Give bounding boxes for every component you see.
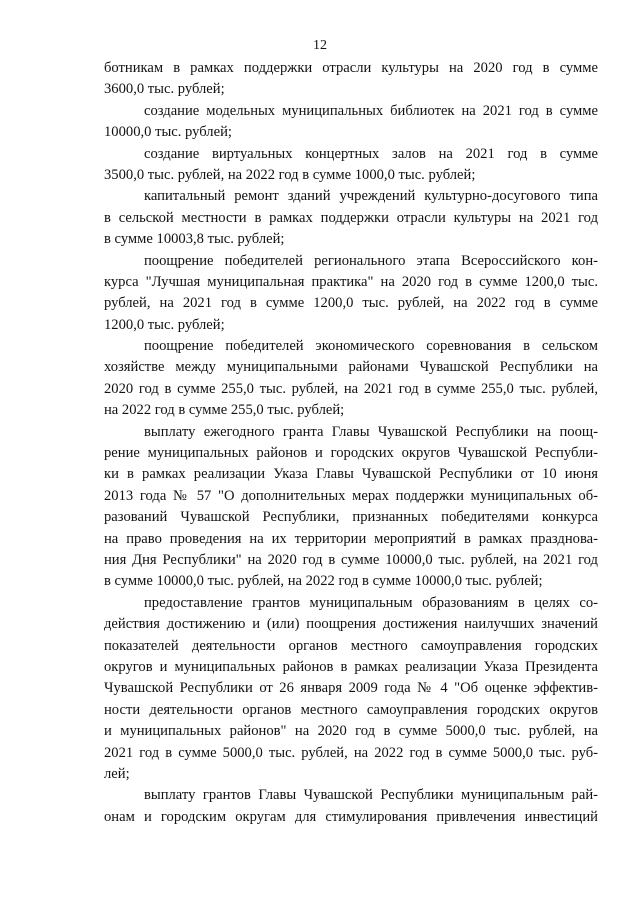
text-line: и муниципальных районов" на 2020 год в сумме 5000,0 тыс. рублей, на [104, 723, 598, 740]
text-line: ки в рамках реализации Указа Главы Чувашской Республики от 10 июня [104, 466, 598, 483]
text-line: действия достижению и (или) поощрения достижения наилучших значений [104, 616, 598, 633]
text-line: в сумме 10000,0 тыс. рублей, на 2022 год в сумме 10000,0 тыс. рублей; [104, 573, 543, 590]
text-line: 1200,0 тыс. рублей; [104, 316, 225, 333]
text-line: 3600,0 тыс. рублей; [104, 81, 225, 98]
text-line: в сумме 10003,8 тыс. рублей; [104, 231, 285, 248]
text-line: показателей деятельности органов местного самоуправления городских [104, 637, 598, 654]
text-line: 2013 года № 57 "О дополнительных мерах поддержки муниципальных об- [104, 487, 598, 504]
text-line: хозяйстве между муниципальными районами Чувашской Республики на [104, 359, 598, 376]
text-line: 3500,0 тыс. рублей, на 2022 год в сумме 1000,0 тыс. рублей; [104, 166, 476, 183]
text-line: выплату ежегодного гранта Главы Чувашской Республики на поощ- [144, 423, 598, 440]
text-line: создание модельных муниципальных библиотек на 2021 год в сумме [144, 102, 598, 119]
document-body [104, 58, 598, 828]
text-line: разований Чувашской Республики, признанных победителями конкурса [104, 509, 598, 526]
text-line: рублей, на 2021 год в сумме 1200,0 тыс. рублей, на 2022 год в сумме [104, 295, 598, 312]
text-line: создание виртуальных концертных залов на 2021 год в сумме [144, 145, 598, 162]
page-number: 12 [313, 38, 327, 53]
text-line: на право проведения на их территории мероприятий в рамках празднова- [104, 530, 598, 547]
text-line: 2020 год в сумме 255,0 тыс. рублей, на 2021 год в сумме 255,0 тыс. рублей, [104, 380, 598, 397]
text-line: 2021 год в сумме 5000,0 тыс. рублей, на 2022 год в сумме 5000,0 тыс. руб- [104, 744, 598, 761]
text-line: рение муниципальных районов и городских округов Чувашской Республи- [104, 445, 598, 462]
text-line: курса "Лучшая муниципальная практика" на 2020 год в сумме 1200,0 тыс. [104, 273, 598, 290]
text-line: ности деятельности органов местного самоуправления городских округов [104, 701, 598, 718]
text-line: онам и городским округам для стимулирования привлечения инвестиций [104, 808, 598, 825]
text-line: Чувашской Республики от 26 января 2009 года № 4 "Об оценке эффектив- [104, 680, 598, 697]
text-line: лей; [104, 765, 130, 782]
text-line: предоставление грантов муниципальным образованиям в целях со- [144, 594, 598, 611]
text-line: поощрение победителей регионального этапа Всероссийского кон- [144, 252, 598, 269]
text-line: поощрение победителей экономического соревнования в сельском [144, 338, 598, 355]
text-line: округов и муниципальных районов в рамках реализации Указа Президента [104, 658, 598, 675]
text-line: выплату грантов Главы Чувашской Республики муниципальным рай- [144, 787, 598, 804]
text-line: капитальный ремонт зданий учреждений культурно-досугового типа [144, 188, 598, 205]
text-line: 10000,0 тыс. рублей; [104, 124, 232, 141]
text-line: ния Дня Республики" на 2020 год в сумме 10000,0 тыс. рублей, на 2021 год [104, 551, 598, 568]
text-line: в сельской местности в рамках поддержки отрасли культуры на 2021 год [104, 209, 598, 226]
text-line: на 2022 год в сумме 255,0 тыс. рублей; [104, 402, 345, 419]
text-line: ботникам в рамках поддержки отрасли культуры на 2020 год в сумме [104, 60, 598, 76]
